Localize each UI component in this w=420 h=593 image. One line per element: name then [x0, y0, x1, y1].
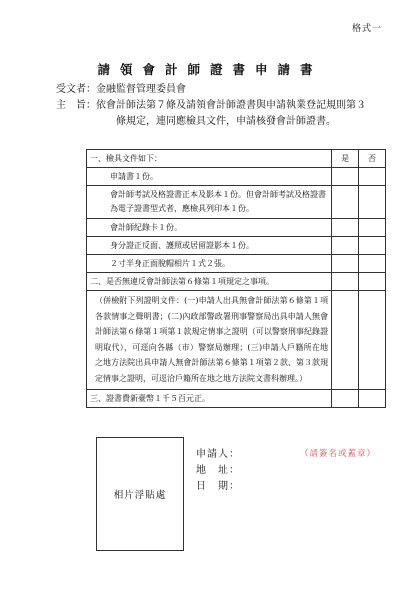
yes-checkbox-cell[interactable]: [332, 291, 359, 390]
checklist-item-application: 申請書１份。: [87, 168, 332, 186]
table-row: [87, 150, 386, 168]
no-checkbox-cell[interactable]: [359, 168, 386, 186]
document-checklist-table: [86, 149, 386, 408]
no-checkbox-cell[interactable]: [359, 291, 386, 390]
table-row: [87, 255, 386, 273]
table-row: [87, 291, 386, 390]
table-row: [87, 219, 386, 237]
checklist-item-exam-certificate: 會計師考試及格證書正本及影本１份。但會計師考試及格證書為電子證書型式者，應檢具列印本１份。: [87, 186, 332, 219]
yes-checkbox-cell[interactable]: [332, 168, 359, 186]
table-row: [87, 273, 386, 291]
table-row: [87, 237, 386, 255]
format-label: 格式一: [352, 24, 383, 34]
table-row: [87, 186, 386, 219]
date-label: 日 期：: [196, 481, 240, 492]
address-label: 地 址：: [196, 465, 240, 476]
yes-checkbox-cell[interactable]: [332, 273, 359, 291]
subject-line: 主 旨：依會計師法第７條及請領會計師證書與申請執業登記規則第３: [56, 100, 366, 111]
no-checkbox-cell[interactable]: [359, 237, 386, 255]
signature-note: （請簽名或蓋章）: [300, 449, 377, 459]
yes-checkbox-cell[interactable]: [332, 186, 359, 219]
photo-label: 相片浮貼處: [113, 490, 167, 501]
applicant-label: 申請人：: [196, 449, 240, 460]
photo-attachment-box: [96, 437, 184, 551]
no-checkbox-cell[interactable]: [359, 186, 386, 219]
section-1-label: 一、檢具文件如下：: [87, 150, 332, 168]
date-field[interactable]: [196, 477, 240, 492]
no-checkbox-cell[interactable]: [359, 255, 386, 273]
yes-checkbox-cell[interactable]: [332, 390, 359, 408]
page-title: 請領會計師證書申請書: [97, 62, 323, 77]
checklist-item-record-card: 會計師紀錄卡１份。: [87, 219, 332, 237]
yes-checkbox-cell[interactable]: [332, 255, 359, 273]
no-checkbox-cell[interactable]: [359, 273, 386, 291]
no-checkbox-cell[interactable]: [359, 219, 386, 237]
applicant-field[interactable]: [196, 445, 240, 460]
yes-checkbox-cell[interactable]: [332, 237, 359, 255]
yes-column-header: 是: [332, 150, 359, 168]
no-checkbox-cell[interactable]: [359, 390, 386, 408]
table-row: [87, 390, 386, 408]
table-row: [87, 168, 386, 186]
checklist-item-id-copy: 身分證正反面、護照或居留證影本１份。: [87, 237, 332, 255]
subject-line-continued: 條規定，連同應檢具文件，申請核發會計師證書。: [116, 116, 336, 127]
no-column-header: 否: [359, 150, 386, 168]
section-2-label: 二、是否無違反會計師法第６條第１項規定之事項。: [87, 273, 332, 291]
section-3-label: 三、證書費新臺幣１千５百元正。: [87, 390, 332, 408]
address-field[interactable]: [196, 461, 240, 476]
checklist-item-photos: ２寸半身正面脫帽相片１式２張。: [87, 255, 332, 273]
recipient-line: 受文者：金融監督管理委員會: [56, 84, 186, 95]
yes-checkbox-cell[interactable]: [332, 219, 359, 237]
section-2-note: （併檢附下列證明文件：(一)申請人出具無會計師法第６條第１項各款情事之聲明書；(二)內政部警政署刑事警察局出具申請人無會計師法第６條第１項第１款規定情事之證明（可以警察刑事紀錄證明取代），可逕向各縣（市）警察局辦理；(三)申請人戶籍所在地之地方法院出具申請人無會計師法第６條第１項第２款、第３款規定情事之證明，可逕洽戶籍所在地之地方法院文書科辦理。）: [87, 291, 332, 390]
